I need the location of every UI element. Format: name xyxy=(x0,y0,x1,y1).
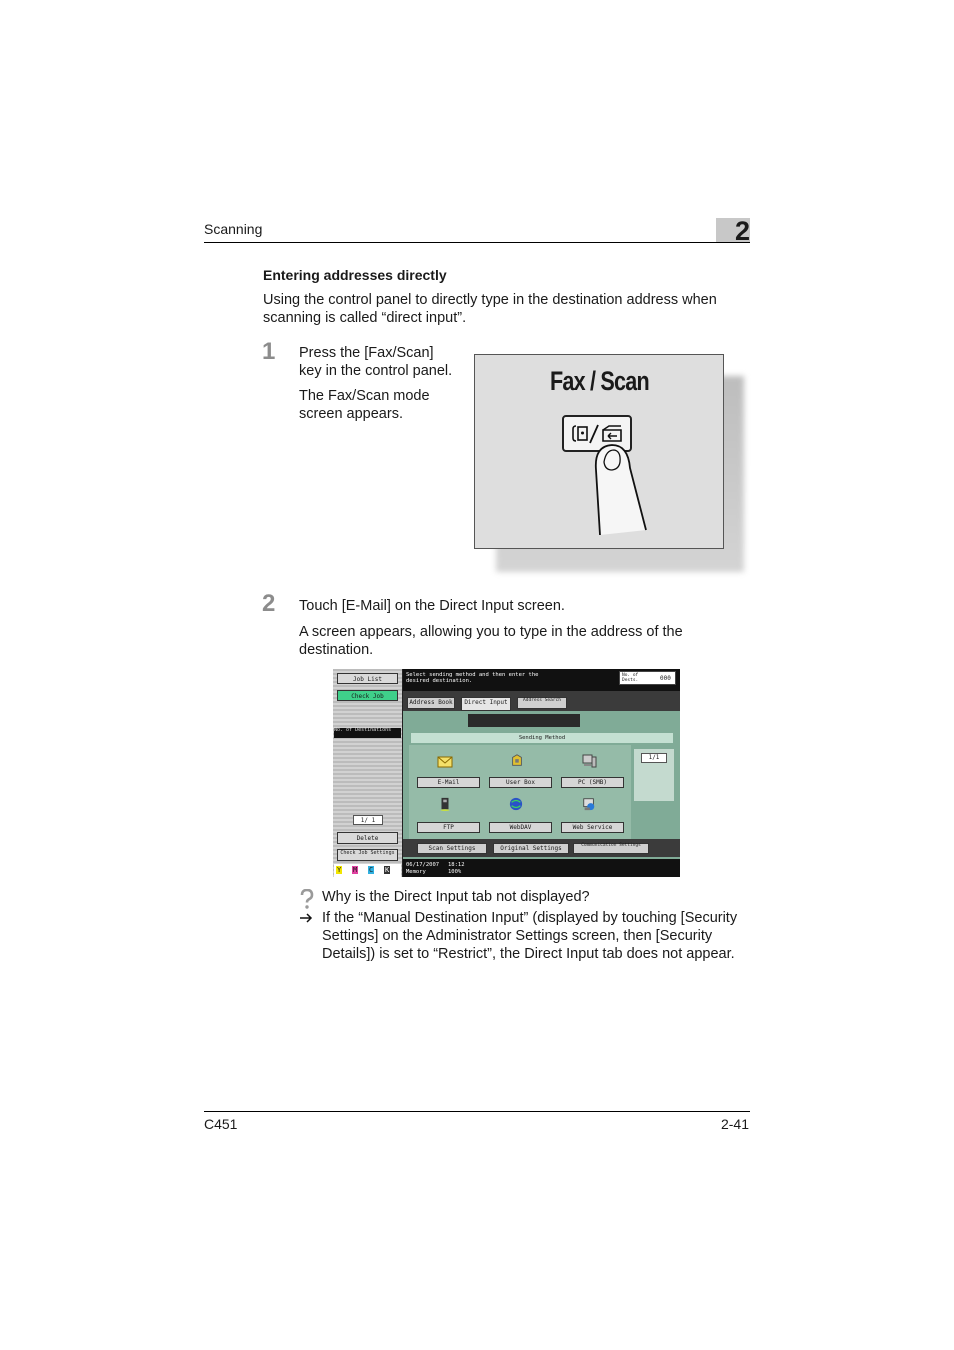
ftp-icon xyxy=(437,797,453,811)
ftp-button[interactable]: FTP xyxy=(417,822,480,833)
fax-scan-label: Fax / Scan xyxy=(550,366,649,396)
hint-question: Why is the Direct Input tab not displayed? xyxy=(322,889,590,905)
webdav-button[interactable]: WebDAV xyxy=(489,822,552,833)
instruction-message: Select sending method and then enter the desired destination. xyxy=(406,672,539,684)
direct-input-screenshot xyxy=(333,669,680,877)
delete-button[interactable]: Delete xyxy=(337,832,398,844)
page-number: 2-41 xyxy=(720,1116,749,1132)
hint-answer: If the “Manual Destination Input” (displayed by touching [Security Settings] on the Administrator Settings screen, then [Security Details]) is set to “Restrict”, the Direct Input tab does not appear. xyxy=(322,910,738,962)
pc-smb-icon xyxy=(581,754,597,768)
footer-rule xyxy=(204,1111,750,1112)
header-rule xyxy=(204,242,750,243)
toner-k: K xyxy=(385,866,390,874)
dest-count: 000 xyxy=(660,675,671,682)
question-icon xyxy=(299,889,315,909)
screen-left-panel xyxy=(333,669,402,877)
original-settings-button[interactable]: Original Settings xyxy=(493,843,569,854)
tab-address-search[interactable]: Address Search xyxy=(517,697,567,709)
status-bar xyxy=(403,859,680,877)
chapter-number: 2 xyxy=(734,216,750,246)
finger-illustration xyxy=(590,440,650,535)
arrow-right-icon xyxy=(299,912,313,924)
web-service-button[interactable]: Web Service xyxy=(561,822,624,833)
toner-y: Y xyxy=(337,866,342,874)
toner-c: C xyxy=(369,866,374,874)
step-number: 1 xyxy=(262,338,276,365)
model-name: C451 xyxy=(204,1116,238,1132)
job-list-button[interactable]: Job List xyxy=(337,673,398,684)
check-job-settings-button[interactable]: Check Job Settings xyxy=(337,849,398,861)
section-title: Entering addresses directly xyxy=(263,267,447,283)
communication-settings-button[interactable]: Communication Settings xyxy=(573,843,649,854)
pc-smb-button[interactable]: PC (SMB) xyxy=(561,777,624,788)
page-counter: 1/ 1 xyxy=(353,815,383,825)
email-icon xyxy=(437,755,453,769)
tab-direct-input[interactable]: Direct Input xyxy=(461,697,511,711)
user-box-icon xyxy=(509,753,525,767)
memory-value: 100% xyxy=(448,869,462,875)
step-text: Press the [Fax/Scan] key in the control panel. xyxy=(299,345,453,379)
toner-indicator xyxy=(334,864,401,877)
step-number: 2 xyxy=(262,590,276,617)
date-display: 06/17/2007 xyxy=(406,862,440,868)
dest-label: No. of Dests. xyxy=(622,673,639,683)
toner-m: M xyxy=(353,866,358,874)
step-text: Touch [E-Mail] on the Direct Input screen. xyxy=(299,598,565,614)
sending-method-header: Sending Method xyxy=(411,733,673,743)
destinations-label: No. of Destinations xyxy=(334,728,401,738)
page-indicator: 1/1 xyxy=(641,753,667,763)
screen-main xyxy=(403,669,680,877)
memory-label: Memory xyxy=(406,869,426,875)
scan-settings-button[interactable]: Scan Settings xyxy=(417,843,487,854)
time-display: 18:12 xyxy=(448,862,465,868)
user-box-button[interactable]: User Box xyxy=(489,777,552,788)
running-header: Scanning xyxy=(204,221,263,237)
tab-address-book[interactable]: Address Book xyxy=(407,697,455,709)
step-result: The Fax/Scan mode screen appears. xyxy=(299,388,430,422)
destination-counter xyxy=(619,671,676,685)
web-service-icon xyxy=(581,797,597,811)
webdav-icon xyxy=(508,797,524,811)
email-button[interactable]: E-Mail xyxy=(417,777,480,788)
step-result: A screen appears, allowing you to type in the address of the destination. xyxy=(299,624,683,658)
intro-paragraph: Using the control panel to directly type in the destination address when scanning is called “direct input”. xyxy=(263,292,717,326)
check-job-button[interactable]: Check Job xyxy=(337,690,398,701)
destination-display xyxy=(468,714,580,727)
